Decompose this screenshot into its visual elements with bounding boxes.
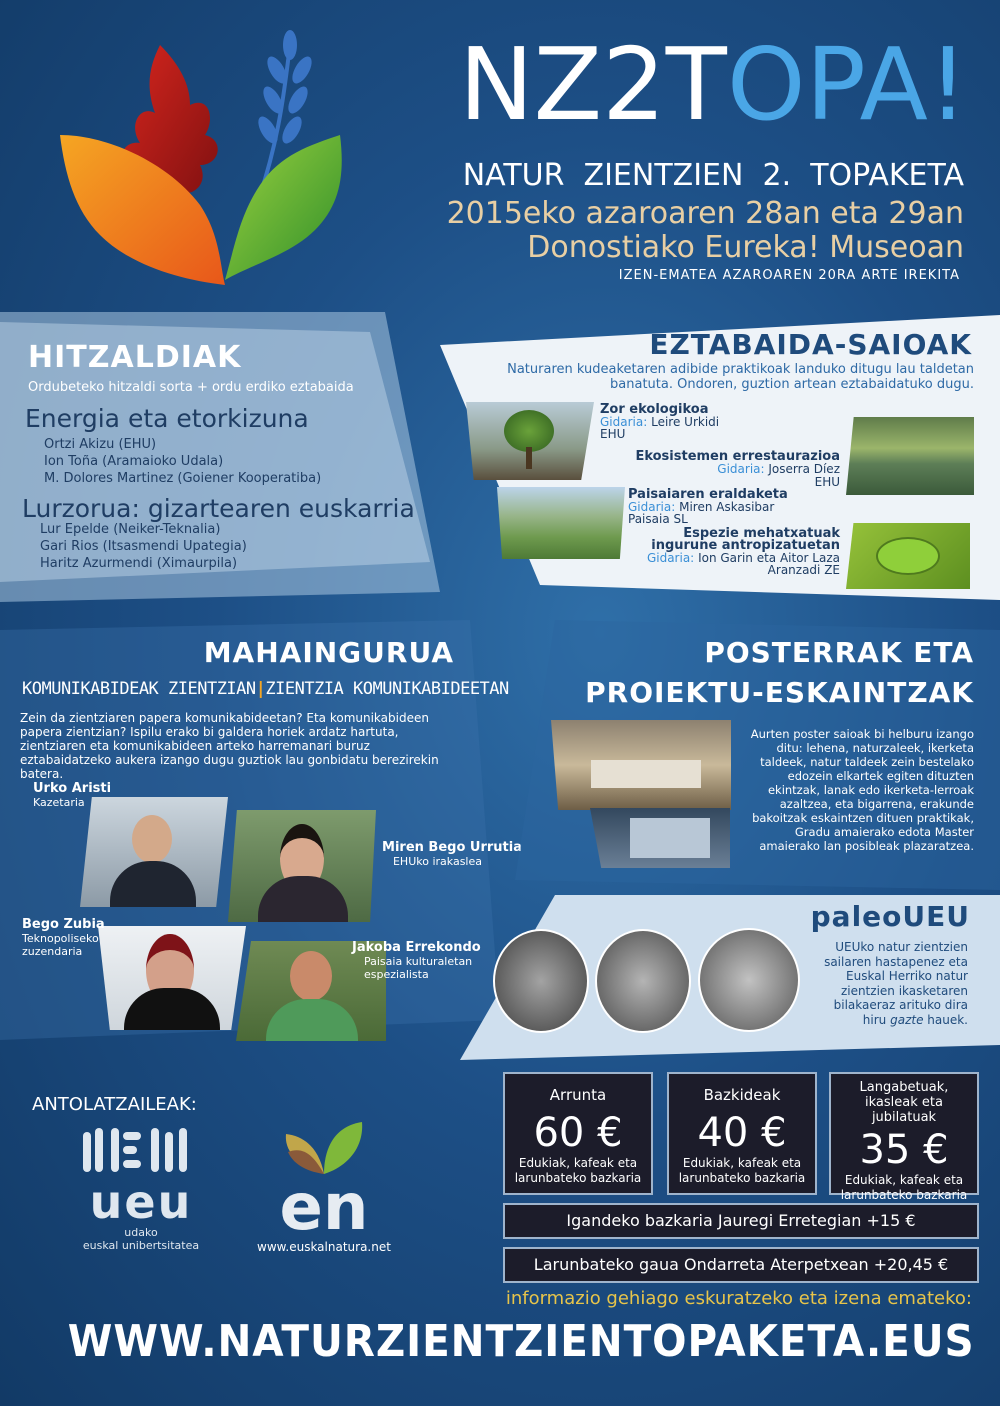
tag-left: KOMUNIKABIDEAK ZIENTZIAN <box>22 679 256 699</box>
session1-title: Zor ekologikoa <box>600 402 709 417</box>
talk1-speaker-1: Ortzi Akizu (EHU) <box>44 437 157 452</box>
price-box-reduced <box>829 1072 979 1202</box>
bego-zubia <box>22 917 105 958</box>
en-url: www.euskalnatura.net <box>257 1240 391 1254</box>
session1 <box>600 404 719 440</box>
session3-title: Paisaiaren eraldaketa <box>628 487 788 502</box>
session1-org: EHU <box>600 427 626 441</box>
gidaria-label-4: Gidaria: <box>646 551 695 565</box>
talk2-title: Lurzorua: gizartearen euskarria <box>22 494 415 523</box>
photo-tree <box>466 402 594 480</box>
talk2-speaker-2: Gari Rios (Itsasmendi Upategia) <box>40 539 247 554</box>
ueu-line-1: udako <box>124 1226 158 1239</box>
talk1-title: Energia eta etorkizuna <box>25 404 309 433</box>
session2-leader: Joserra Díez <box>768 462 840 476</box>
footer-info: informazio gehiago eskuratzeko eta izena emateko: <box>505 1288 972 1309</box>
photo-bego-zubia <box>98 926 246 1030</box>
paleo-photo-3 <box>698 928 800 1032</box>
en-leaves-icon <box>274 1116 374 1176</box>
price-note2-regular: larunbateko bazkaria <box>514 1171 642 1185</box>
session4-title-1: Espezie mehatxatuak <box>683 526 840 541</box>
mahaingurua-intro: Zein da zientziaren papera komunikabideetan? Eta komunikabideen papera zientzian? Ispilu erako bi galdera horiek ardatz hartuta, zientziaren eta komunikabideen arteko harremanari buruz eztabaidatzeko aukera izango dugu guztiok lau gonbidatu berezirekin batera. <box>20 711 439 781</box>
bego-zubia-role-1: Teknopoliseko <box>22 932 99 945</box>
eztabaida-intro: Naturaren kudeaketaren adibide praktikoak landuko ditugu lau taldetan banatuta. Ondoren, guztion artean eztabaidatuko dugu. <box>507 362 974 392</box>
paleo-photo-2 <box>595 929 691 1033</box>
photo-museum-hall <box>551 720 731 810</box>
ueu-line-2: euskal unibertsitatea <box>82 1239 200 1252</box>
urko-aristi-name: Urko Aristi <box>33 781 112 796</box>
price-note2-members: larunbateko bazkaria <box>678 1171 806 1185</box>
talk2-speaker-3: Haritz Azurmendi (Ximaurpila) <box>40 556 238 571</box>
eztabaida-title: EZTABAIDA-SAIOAK <box>649 328 972 361</box>
event-venue: Donostiako Eureka! Museoan <box>527 230 964 265</box>
session2 <box>635 450 840 489</box>
organizers-title: ANTOLATZAILEAK: <box>32 1094 197 1115</box>
miren-bego-name: Miren Bego Urrutia <box>382 840 522 855</box>
event-subtitle: NATUR ZIENTZIEN 2. TOPAKETA <box>462 158 964 193</box>
paleo-title: paleoUEU <box>810 900 970 933</box>
paleo-text-italic: gazte <box>890 1012 924 1027</box>
en-logo <box>244 1116 404 1254</box>
gidaria-label-1: Gidaria: <box>600 415 648 429</box>
gidaria-label-3: Gidaria: <box>628 500 676 514</box>
mahaingurua-tagline <box>22 679 509 699</box>
photo-miren-bego-urrutia <box>228 810 376 922</box>
paleo-text-main: UEUko natur zientzien sailaren hastapenez eta Euskal Herriko natur zientzien ikasketaren bilakaeraz arituko dira hiru <box>824 940 968 1027</box>
en-wordmark: en <box>279 1171 369 1245</box>
title-part2: OPA! <box>726 26 968 143</box>
hitzaldiak-title: HITZALDIAK <box>28 340 242 375</box>
session2-title: Ekosistemen errestaurazioa <box>635 449 840 464</box>
title-part1: NZ2T <box>458 26 727 143</box>
price-amount-members: 40 € <box>697 1110 787 1156</box>
session4 <box>647 528 840 576</box>
tag-right: ZIENTZIA KOMUNIKABIDEETAN <box>265 679 509 699</box>
tag-divider: | <box>255 679 266 699</box>
session3 <box>628 489 788 525</box>
footer-url[interactable]: WWW.NATURZIENTZIENTOPAKETA.EUS <box>67 1316 975 1367</box>
posterrak-text: Aurten poster saioak bi helburu izango ditu: lehena, naturzaleek, ikerketa taldeek, natur taldeek zein bestelako edozein elkartek egiten dituzten ekintzak, lanak edo ikerketa-lerroak azaltzea, eta bigarrena, erakunde bakoitzak eskaintzen dituen praktikak, Gradu amaierako edota Master amaierako lan posibleak plazaratzea. <box>750 727 974 853</box>
posterrak-title-1: POSTERRAK ETA <box>704 636 974 669</box>
event-dates: 2015eko azaroaren 28an eta 29an <box>446 196 964 231</box>
miren-bego-urrutia <box>380 840 522 868</box>
price-note1-regular: Edukiak, kafeak eta <box>518 1156 638 1170</box>
paleo-text-end: hauek. <box>927 1012 968 1027</box>
bego-zubia-name: Bego Zubia <box>22 917 105 932</box>
jakoba-role-2: espezialista <box>364 968 429 981</box>
price-label-members: Bazkideak <box>703 1086 781 1104</box>
photo-poster-session <box>590 808 730 868</box>
saturday-night-bar: Larunbateko gaua Ondarreta Aterpetxean +20,45 € <box>503 1247 979 1283</box>
ueu-wordmark: ueu <box>89 1175 193 1229</box>
leaves-logo <box>40 25 380 295</box>
price-note1-reduced: Edukiak, kafeak eta <box>844 1173 964 1187</box>
photo-urko-aristi <box>80 797 228 907</box>
urko-aristi-role: Kazetaria <box>33 796 85 809</box>
price-note1-members: Edukiak, kafeak eta <box>682 1156 802 1170</box>
ueu-logo <box>78 1126 204 1252</box>
urko-aristi <box>33 781 111 809</box>
price-amount-reduced: 35 € <box>859 1127 949 1173</box>
price-amount-regular: 60 € <box>533 1110 623 1156</box>
price-label-reduced: Langabetuak, ikasleak eta jubilatuak <box>859 1080 949 1125</box>
jakoba-name: Jakoba Errekondo <box>352 940 481 955</box>
photo-landscape <box>497 487 625 559</box>
talk1-speaker-3: M. Dolores Martinez (Goiener Kooperatiba) <box>44 471 322 486</box>
posterrak-title-2: PROIEKTU-ESKAINTZAK <box>585 676 974 709</box>
hitzaldiak-intro: Ordubeteko hitzaldi sorta + ordu erdiko eztabaida <box>28 380 354 395</box>
mahaingurua-title: MAHAINGURUA <box>203 636 454 669</box>
photo-frog <box>846 523 970 589</box>
bego-zubia-role-2: zuzendaria <box>22 945 83 958</box>
photo-wetland <box>846 417 974 495</box>
price-box-members <box>667 1072 817 1195</box>
jakoba-role-1: Paisaia kulturaletan <box>364 955 473 968</box>
price-label-regular: Arrunta <box>549 1086 607 1104</box>
session4-title-2: ingurune antropizatuetan <box>651 538 840 553</box>
session2-org: EHU <box>814 475 840 489</box>
session1-leader: Leire Urkidi <box>651 415 720 429</box>
sunday-lunch-bar: Igandeko bazkaria Jauregi Erretegian +15 € <box>503 1203 979 1239</box>
event-title <box>458 26 968 143</box>
paleo-text <box>810 940 968 1027</box>
session4-org: Aranzadi ZE <box>767 563 840 577</box>
registration-note: IZEN-EMATEA AZAROAREN 20RA ARTE IREKITA <box>618 268 960 283</box>
session3-leader: Miren Askasibar <box>679 500 775 514</box>
paleo-photo-1 <box>493 929 589 1033</box>
miren-bego-role: EHUko irakaslea <box>392 855 482 868</box>
gidaria-label-2: Gidaria: <box>717 462 765 476</box>
session3-org: Paisaia SL <box>628 512 688 526</box>
talk2-speaker-1: Lur Epelde (Neiker-Teknalia) <box>40 522 221 537</box>
ueu-mark-icon <box>81 1126 201 1174</box>
price-note2-reduced: larunbateko bazkaria <box>840 1188 968 1202</box>
price-box-regular <box>503 1072 653 1195</box>
session4-leader: Ion Garin eta Aitor Laza <box>698 551 840 565</box>
talk1-speaker-2: Ion Toña (Aramaioko Udala) <box>44 454 224 469</box>
